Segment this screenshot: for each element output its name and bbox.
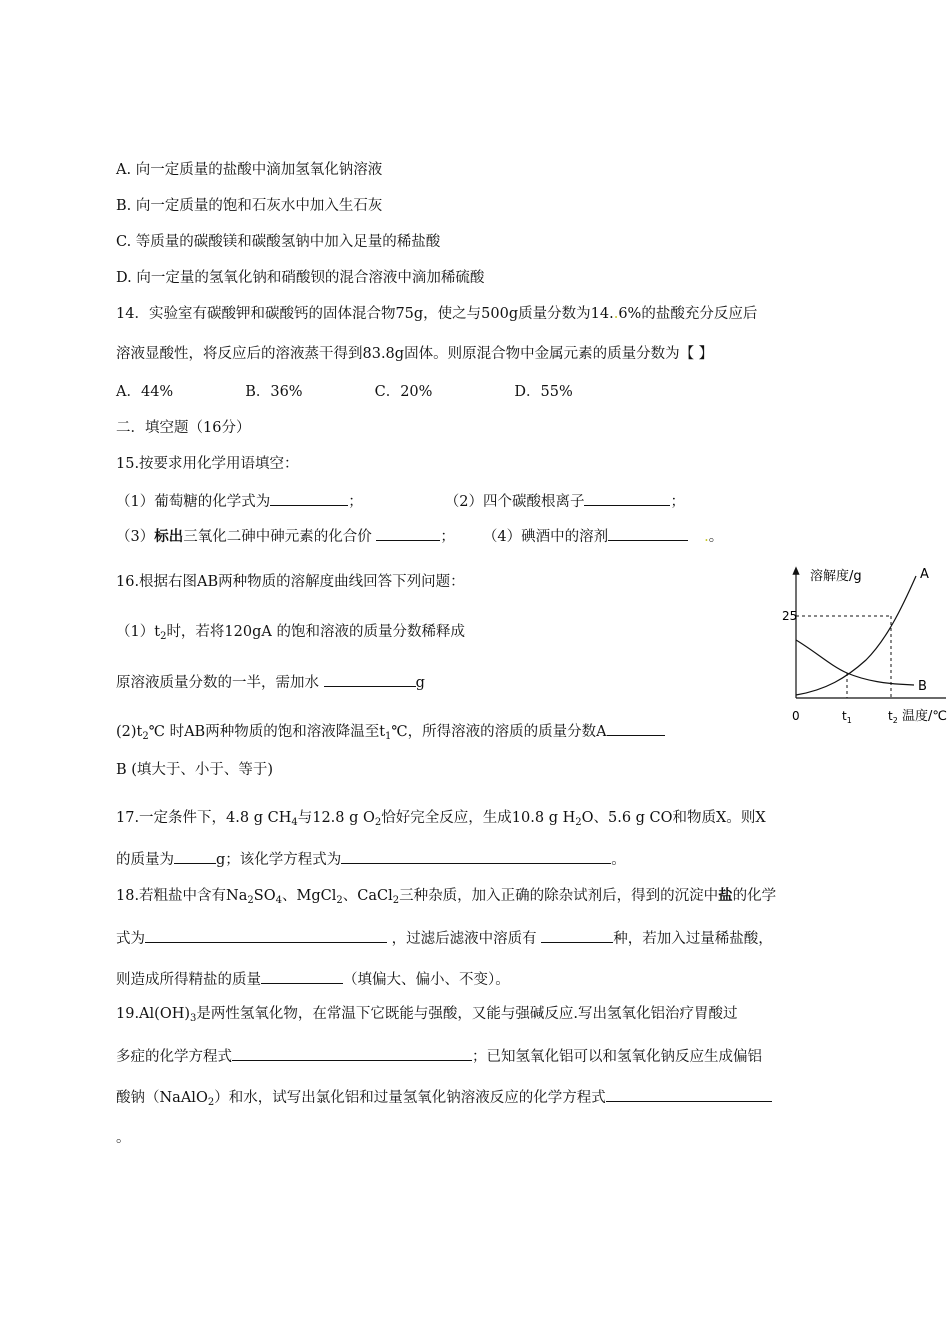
subscript: 2	[207, 1097, 215, 1108]
question-15-row2	[116, 525, 723, 547]
q14-text-b: 6%的盐酸充分反应后	[618, 306, 758, 322]
q18-text: 种，若加入过量稀盐酸，	[613, 931, 773, 947]
question-19-line1	[116, 1004, 738, 1024]
x-axis-label: 温度/℃	[902, 709, 947, 724]
option-a: A. 向一定质量的盐酸中滴加氢氧化钠溶液	[116, 162, 383, 178]
q18-text: ，过滤后滤液中溶质有	[387, 931, 542, 947]
option-c: C. 等质量的碳酸镁和碳酸氢钠中加入足量的稀盐酸	[116, 234, 441, 250]
question-16-part2	[116, 720, 665, 742]
question-15-title: 15.按要求用化学用语填空：	[116, 456, 299, 472]
answer-blank[interactable]	[606, 1086, 772, 1102]
q18-text: （填偏大、偏小、不变）。	[343, 972, 510, 988]
punct: 。	[611, 852, 626, 868]
section-title: 二．填空题（16分）	[116, 420, 251, 436]
q15-part1: （1）葡萄糖的化学式为	[116, 494, 271, 510]
answer-blank[interactable]	[608, 525, 688, 541]
q14-option-c: C．20%	[374, 384, 433, 400]
curve-b-label: B	[918, 679, 927, 694]
q14-option-d: D．55%	[514, 384, 573, 400]
subscript: 3	[190, 1013, 197, 1024]
answer-blank[interactable]	[341, 848, 611, 864]
q15-part3-prefix: （3）	[116, 529, 155, 545]
question-17-line1	[116, 808, 766, 828]
q19-text: ）和水，试写出氯化铝和过量氢氧化钠溶液反应的化学方程式	[214, 1090, 606, 1106]
question-14-line1	[116, 304, 757, 324]
q16-text: 原溶液质量分数的一半，需加水	[116, 675, 324, 691]
q14-dot: .	[613, 306, 619, 322]
answer-blank[interactable]	[145, 927, 387, 943]
question-15-row1	[116, 490, 685, 512]
t1-label: $t_1$	[842, 709, 852, 725]
t2-label: $t_2$	[888, 709, 898, 725]
question-19-line4: 。	[116, 1130, 131, 1146]
q19-text: 多症的化学方程式	[116, 1049, 232, 1065]
q18-bold: 盐	[718, 887, 733, 904]
answer-blank[interactable]	[541, 927, 613, 943]
solubility-chart	[776, 560, 950, 730]
answer-blank[interactable]	[174, 848, 216, 864]
q17-text: 与12.8 g O	[297, 810, 375, 826]
subscript: 2	[392, 895, 400, 906]
q19-text: 酸钠（NaAlO	[116, 1090, 208, 1106]
question-16-part1	[116, 622, 465, 642]
question-14-line2: 溶液显酸性，将反应后的溶液蒸干得到83.8g固体。则原混合物中金属元素的质量分数为【 】	[116, 346, 714, 362]
q17-text: g；该化学方程式为	[216, 852, 342, 868]
question-19-line3	[116, 1086, 772, 1108]
q15-part3-bold: 标出	[154, 528, 184, 545]
option-b: B. 向一定质量的饱和石灰水中加入生石灰	[116, 198, 383, 214]
q16-text: (2)t	[116, 724, 143, 740]
subscript: 4	[291, 817, 298, 828]
answer-blank[interactable]	[324, 671, 416, 687]
q15-part2: （2）四个碳酸根离子	[444, 494, 585, 510]
q15-dot: .	[704, 529, 709, 545]
subscript: 2	[575, 817, 582, 828]
q14-text-a: 14．实验室有碳酸钾和碳酸钙的固体混合物75g，使之与500g质量分数为14.	[116, 306, 614, 322]
subscript: 1	[385, 731, 392, 742]
question-19-line2	[116, 1045, 762, 1067]
q16-text: （1）t	[116, 624, 161, 640]
q18-text: 则造成所得精盐的质量	[116, 972, 261, 988]
q18-text: 、CaCl	[342, 888, 393, 904]
subscript: 2	[160, 631, 167, 642]
answer-blank[interactable]	[376, 525, 440, 541]
y-tick-label: 25	[782, 609, 798, 623]
q17-text: 恰好完全反应，生成10.8 g H	[381, 810, 576, 826]
answer-blank[interactable]	[261, 968, 343, 984]
q17-text: O、5.6 g CO和物质X。则X	[581, 810, 766, 826]
punct: 。	[708, 529, 724, 545]
subscript: 2	[142, 731, 149, 742]
q19-text: ；已知氢氧化铝可以和氢氧化钠反应生成偏铝	[472, 1049, 762, 1065]
question-17-line2	[116, 848, 626, 870]
y-axis-label: 溶解度/g	[810, 569, 862, 584]
curve-b	[796, 640, 914, 685]
q18-text: 式为	[116, 931, 145, 947]
origin-label: 0	[792, 709, 800, 723]
curve-a-label: A	[920, 567, 929, 582]
q18-text: 的化学	[732, 888, 777, 904]
question-16-title: 16.根据右图AB两种物质的溶解度曲线回答下列问题：	[116, 574, 465, 590]
option-d: D. 向一定量的氢氧化钠和硝酸钡的混合溶液中滴加稀硫酸	[116, 270, 485, 286]
question-16-part1-line2	[116, 671, 425, 693]
answer-blank[interactable]	[584, 490, 670, 506]
question-14-options	[116, 382, 573, 402]
q14-option-a: A．44%	[116, 384, 174, 400]
q15-part3: 三氧化二砷中砷元素的化合价	[183, 529, 377, 545]
q18-text: 、MgCl	[281, 888, 337, 904]
q16-text: ℃ 时AB两种物质的饱和溶液降温至t	[148, 724, 386, 740]
q18-text: 三种杂质，加入正确的除杂试剂后，得到的沉淀中	[399, 888, 719, 904]
subscript: 4	[275, 895, 282, 906]
question-18-line2	[116, 927, 773, 949]
punct: ；	[440, 529, 455, 545]
unit: g	[415, 675, 425, 691]
subscript: 2	[247, 895, 254, 906]
q18-text: 18.若粗盐中含有Na	[116, 888, 248, 904]
q17-text: 的质量为	[116, 852, 174, 868]
q19-text: 是两性氢氧化物，在常温下它既能与强酸，又能与强碱反应.写出氢氧化铝治疗胃酸过	[196, 1006, 738, 1022]
q16-text: ℃，所得溶液的溶质的质量分数A	[391, 724, 607, 740]
question-16-part2-line2: B (填大于、小于、等于)	[116, 762, 274, 778]
q15-part4: （4）碘酒中的溶剂	[482, 529, 609, 545]
subscript: 2	[374, 817, 382, 828]
q19-text: 19.Al(OH)	[116, 1006, 191, 1022]
q14-option-b: B．36%	[245, 384, 303, 400]
answer-blank[interactable]	[607, 720, 665, 736]
q16-text: 时，若将120gA 的饱和溶液的质量分数稀释成	[166, 624, 465, 640]
punct: ；	[348, 494, 363, 510]
q18-text: SO	[253, 888, 276, 904]
question-18-line1	[116, 886, 776, 906]
answer-blank[interactable]	[270, 490, 348, 506]
punct: ；	[670, 494, 685, 510]
q17-text: 17.一定条件下，4.8 g CH	[116, 810, 292, 826]
subscript: 2	[336, 895, 343, 906]
curve-a	[796, 576, 916, 695]
question-18-line3	[116, 968, 510, 990]
answer-blank[interactable]	[232, 1045, 472, 1061]
